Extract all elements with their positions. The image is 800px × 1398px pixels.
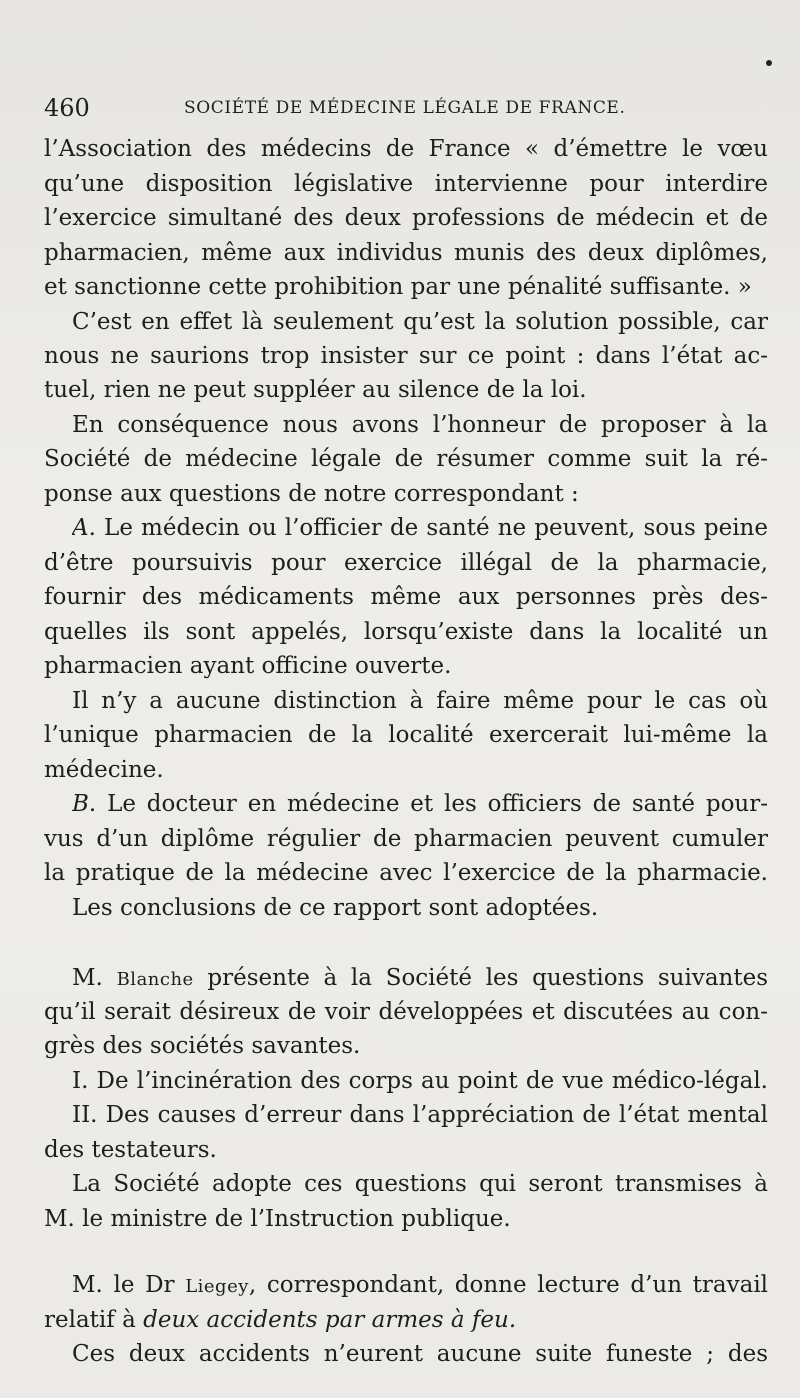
text-line: la pratique de la médecine avec l’exercice de la pharmacie. — [44, 860, 768, 886]
text-line: tuel, rien ne peut suppléer au silence de la loi. — [44, 377, 587, 403]
author-name: Liegey — [185, 1276, 249, 1297]
text-line: B. Le docteur en médecine et les officiers de santé pour- — [72, 791, 768, 817]
text-line: C’est en effet là seulement qu’est la solution possible, car — [72, 309, 768, 335]
author-name: Blanche — [116, 969, 194, 990]
text-line: A. Le médecin ou l’officier de santé ne peuvent, sous peine — [72, 515, 768, 541]
paper-title: deux accidents par armes à feu. — [143, 1307, 517, 1333]
text-line: quelles ils sont appelés, lorsqu’existe dans la localité un — [44, 619, 768, 645]
text-line: Les conclusions de ce rapport sont adoptées. — [72, 895, 599, 921]
text-line: grès des sociétés savantes. — [44, 1033, 361, 1059]
item-letter: A — [72, 515, 89, 541]
text-line: l’unique pharmacien de la localité exercerait lui-même la — [44, 722, 768, 748]
text-line: qu’une disposition législative intervienne pour interdire — [44, 171, 768, 197]
margin-dot — [766, 60, 772, 66]
page-number: 460 — [44, 94, 90, 122]
text-line: I. De l’incinération des corps au point de vue médico-légal. — [72, 1068, 768, 1094]
text-line: nous ne saurions trop insister sur ce point : dans l’état ac- — [44, 343, 768, 369]
text-line: II. Des causes d’erreur dans l’appréciation de l’état mental — [72, 1102, 768, 1128]
text-line: pharmacien ayant officine ouverte. — [44, 653, 452, 679]
text-line: M. le ministre de l’Instruction publique. — [44, 1206, 511, 1232]
text-line: l’exercice simultané des deux professions de médecin et de — [44, 205, 768, 231]
text-line: La Société adopte ces questions qui seront transmises à — [72, 1171, 768, 1197]
text-line: relatif à deux accidents par armes à feu. — [44, 1307, 517, 1333]
text-line: qu’il serait désireux de voir développées et discutées au con- — [44, 999, 768, 1025]
text-line: fournir des médicaments même aux personnes près des- — [44, 584, 768, 610]
text-line: pharmacien, même aux individus munis des deux diplômes, — [44, 240, 768, 266]
text-line: et sanctionne cette prohibition par une pénalité suffisante. » — [44, 274, 752, 300]
text-line: Il n’y a aucune distinction à faire même pour le cas où — [72, 688, 768, 714]
text-line: En conséquence nous avons l’honneur de proposer à la — [72, 412, 768, 438]
text-line: M. le Dr Liegey, correspondant, donne lecture d’un travail — [72, 1272, 768, 1298]
text-line: Ces deux accidents n’eurent aucune suite funeste ; des — [72, 1341, 768, 1367]
text-line: vus d’un diplôme régulier de pharmacien peuvent cumuler — [44, 826, 768, 852]
text-line: Société de médecine légale de résumer comme suit la ré- — [44, 446, 768, 472]
text-line: l’Association des médecins de France « d’émettre le vœu — [44, 136, 768, 162]
text-line: d’être poursuivis pour exercice illégal de la pharmacie, — [44, 550, 768, 576]
item-letter: B — [72, 791, 89, 817]
text-line: des testateurs. — [44, 1137, 217, 1163]
text-line: médecine. — [44, 757, 164, 783]
running-title: SOCIÉTÉ DE MÉDECINE LÉGALE DE FRANCE. — [184, 98, 626, 118]
text-line: M. Blanche présente à la Société les questions suivantes — [72, 965, 768, 991]
page-header — [44, 96, 764, 122]
text-line: ponse aux questions de notre correspondant : — [44, 481, 579, 507]
